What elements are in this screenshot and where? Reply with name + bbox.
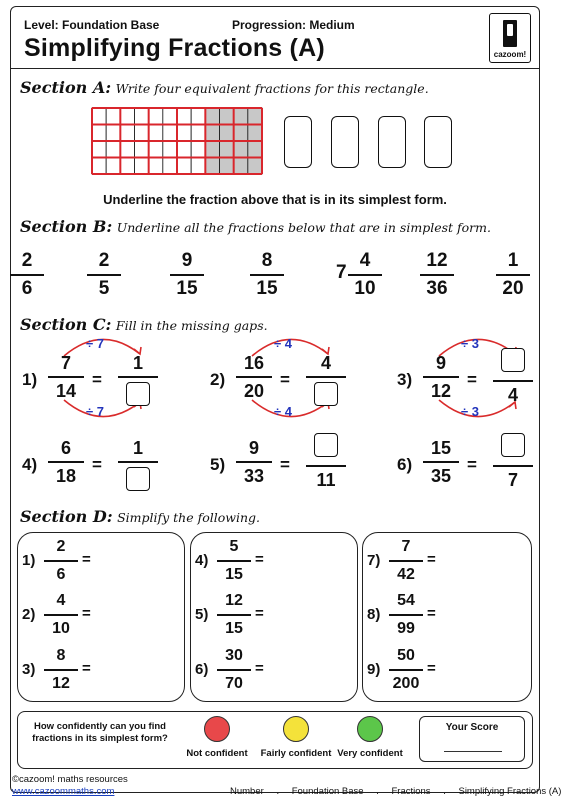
equals-sign: = — [82, 605, 91, 622]
problem-label: 3) — [397, 370, 413, 389]
target-fraction — [306, 437, 346, 491]
numerator: 6 — [60, 438, 71, 458]
missing-denominator-box[interactable] — [126, 382, 150, 406]
denominator: 15 — [256, 278, 278, 299]
numerator: 4 — [320, 353, 331, 373]
fraction-bar — [423, 376, 459, 378]
very-confident-dot[interactable] — [357, 716, 383, 742]
missing-numerator-box[interactable] — [501, 348, 525, 372]
fraction-bar — [389, 614, 423, 616]
numerator: 8 — [261, 250, 273, 271]
fraction-bar — [44, 614, 78, 616]
problem-fraction — [44, 590, 78, 640]
denominator: 6 — [56, 566, 66, 583]
equals-sign: = — [255, 660, 264, 677]
numerator: 4 — [359, 250, 371, 271]
fraction-bar — [236, 376, 272, 378]
equals-sign: = — [467, 455, 477, 474]
section-a-instruction: Write four equivalent fractions for this rectangle. — [115, 81, 429, 96]
missing-denominator-box[interactable] — [126, 467, 150, 491]
section-b-heading: Section B: — [20, 217, 113, 236]
denominator: 15 — [225, 566, 243, 583]
target-fraction — [306, 352, 346, 406]
equals-sign: = — [280, 455, 290, 474]
section-c-heading: Section C: — [20, 315, 112, 334]
problem-fraction — [217, 645, 251, 695]
given-fraction — [236, 437, 272, 487]
progression-label: Progression: Medium — [232, 18, 355, 32]
denominator: 42 — [397, 566, 415, 583]
fraction-bar — [423, 461, 459, 463]
not-confident-dot[interactable] — [204, 716, 230, 742]
fairly-confident-dot[interactable] — [283, 716, 309, 742]
denominator: 33 — [243, 466, 265, 486]
equals-sign: = — [467, 370, 477, 389]
numerator: 4 — [56, 592, 66, 609]
denominator — [118, 380, 158, 406]
footer-copyright: ©cazoom! maths resources — [12, 774, 128, 785]
page-title: Simplifying Fractions (A) — [24, 34, 325, 62]
problem-label: 6) — [397, 455, 413, 474]
problem-label: 9) — [367, 661, 381, 678]
breadcrumb-item-3: Fractions — [391, 786, 431, 797]
problem-label: 4) — [195, 552, 209, 569]
denominator: 36 — [426, 278, 448, 299]
numerator — [306, 437, 346, 463]
fraction-bar — [48, 376, 84, 378]
denominator: 4 — [507, 385, 518, 405]
section-d-header — [20, 507, 260, 527]
problem-fraction — [389, 536, 423, 586]
bottom-operation-label: ÷ 7 — [86, 404, 104, 419]
equals-sign: = — [92, 455, 102, 474]
breadcrumb-separator: . — [376, 786, 379, 797]
numerator: 54 — [397, 592, 415, 609]
breadcrumb-item-4: Simplifying Fractions (A) — [458, 786, 561, 797]
confidence-question: How confidently can you find fractions in its simplest form? — [32, 721, 168, 744]
score-line — [444, 751, 502, 752]
breadcrumb-item-2: Foundation Base — [291, 786, 364, 797]
target-fraction — [493, 437, 533, 491]
problem-label: 2) — [210, 370, 226, 389]
equals-sign: = — [280, 370, 290, 389]
missing-numerator-box[interactable] — [501, 433, 525, 457]
numerator: 8 — [56, 647, 66, 664]
numerator: 16 — [243, 353, 265, 373]
very-confident-label: Very confident — [337, 748, 403, 759]
numerator: 5 — [229, 538, 239, 555]
denominator: 15 — [225, 620, 243, 637]
equals-sign: = — [92, 370, 102, 389]
score-label: Your Score — [445, 722, 499, 733]
equals-sign: = — [255, 551, 264, 568]
fairly-confident-label: Fairly confident — [260, 748, 332, 759]
problem-fraction — [389, 590, 423, 640]
fraction-bar — [493, 465, 533, 467]
level-label: Level: Foundation Base — [24, 18, 160, 32]
section-d-instruction: Simplify the following. — [117, 510, 260, 525]
fraction-bar — [306, 465, 346, 467]
problem-label: 1) — [22, 370, 38, 389]
section-a-note: Underline the fraction above that is in its simplest form. — [103, 192, 447, 207]
denominator: 70 — [225, 675, 243, 692]
given-fraction — [423, 437, 459, 487]
numerator: 9 — [181, 250, 193, 271]
target-fraction — [493, 352, 533, 406]
denominator: 11 — [316, 470, 336, 490]
fraction-bar — [217, 614, 251, 616]
problem-label: 3) — [22, 661, 36, 678]
denominator — [118, 465, 158, 491]
section-d-panel-1 — [17, 532, 185, 702]
numerator: 12 — [225, 592, 243, 609]
problem-fraction — [217, 536, 251, 586]
fraction-bar — [493, 380, 533, 382]
given-fraction — [48, 352, 84, 402]
not-confident-label: Not confident — [186, 748, 248, 759]
problem-fraction — [389, 645, 423, 695]
equals-sign: = — [427, 551, 436, 568]
fraction-bar — [44, 669, 78, 671]
numerator: 15 — [430, 438, 452, 458]
bottom-operation-label: ÷ 4 — [274, 404, 292, 419]
denominator: 5 — [98, 278, 110, 299]
section-d-heading: Section D: — [20, 507, 113, 526]
section-c-instruction: Fill in the missing gaps. — [115, 318, 268, 333]
numerator: 1 — [132, 438, 143, 458]
denominator: 35 — [430, 466, 452, 486]
problem-label: 7) — [367, 552, 381, 569]
equals-sign: = — [427, 605, 436, 622]
footer-url[interactable]: www.cazoommaths.com — [12, 786, 115, 797]
equals-sign: = — [82, 551, 91, 568]
top-operation-label: ÷ 3 — [461, 336, 479, 351]
given-fraction — [423, 352, 459, 402]
footer-breadcrumb — [230, 786, 561, 797]
target-fraction — [118, 437, 158, 491]
target-fraction — [118, 352, 158, 406]
numerator: 1 — [507, 250, 519, 271]
numerator: 50 — [397, 647, 415, 664]
numerator: 12 — [426, 250, 448, 271]
missing-numerator-box[interactable] — [314, 433, 338, 457]
problem-label: 8) — [367, 606, 381, 623]
numerator: 2 — [21, 250, 33, 271]
denominator: 10 — [52, 620, 70, 637]
fraction-bar — [217, 669, 251, 671]
section-d-panel-2 — [190, 532, 358, 702]
denominator: 14 — [55, 381, 77, 401]
denominator: 20 — [243, 381, 265, 401]
problem-label: 4) — [22, 455, 38, 474]
problem-label: 1) — [22, 552, 36, 569]
fraction-bar — [44, 560, 78, 562]
denominator: 20 — [502, 278, 524, 299]
problem-label: 5) — [195, 606, 209, 623]
numerator: 9 — [435, 353, 446, 373]
denominator: 18 — [55, 466, 77, 486]
breadcrumb-item-1: Number — [230, 786, 264, 797]
problem-label: 6) — [195, 661, 209, 678]
section-b-instruction: Underline all the fractions below that are in simplest form. — [116, 220, 491, 235]
equals-sign: = — [82, 660, 91, 677]
breadcrumb-separator: . — [276, 786, 280, 797]
mixed-number-whole: 7 — [336, 262, 347, 283]
given-fraction — [48, 437, 84, 487]
denominator: 12 — [52, 675, 70, 692]
numerator: 9 — [248, 438, 259, 458]
denominator — [306, 380, 346, 406]
top-operation-label: ÷ 4 — [274, 336, 292, 351]
denominator: 15 — [176, 278, 198, 299]
denominator: 99 — [397, 620, 415, 637]
top-operation-label: ÷ 7 — [86, 336, 104, 351]
numerator: 2 — [56, 538, 66, 555]
fraction-bar — [389, 560, 423, 562]
fraction-bar — [236, 461, 272, 463]
logo-text: cazoom! — [493, 50, 527, 59]
missing-denominator-box[interactable] — [314, 382, 338, 406]
equals-sign: = — [427, 660, 436, 677]
fraction-bar — [389, 669, 423, 671]
denominator: 10 — [354, 278, 376, 299]
denominator: 200 — [392, 675, 420, 692]
problem-label: 5) — [210, 455, 226, 474]
section-d-panel-3 — [362, 532, 532, 702]
fraction-bar — [118, 376, 158, 378]
numerator: 7 — [401, 538, 411, 555]
numerator: 7 — [60, 353, 71, 373]
given-fraction — [236, 352, 272, 402]
numerator: 1 — [132, 353, 143, 373]
problem-label: 2) — [22, 606, 36, 623]
section-a-heading: Section A: — [20, 78, 112, 97]
bottom-operation-label: ÷ 3 — [461, 404, 479, 419]
numerator: 30 — [225, 647, 243, 664]
fraction-bar — [48, 461, 84, 463]
numerator: 2 — [98, 250, 110, 271]
problem-fraction — [44, 536, 78, 586]
numerator — [493, 352, 533, 378]
numerator — [493, 437, 533, 463]
denominator: 7 — [507, 470, 518, 490]
equals-sign: = — [255, 605, 264, 622]
denominator: 12 — [430, 381, 452, 401]
fraction-bar — [306, 376, 346, 378]
problem-fraction — [44, 645, 78, 695]
fraction-bar — [118, 461, 158, 463]
denominator: 6 — [21, 278, 33, 299]
problem-fraction — [217, 590, 251, 640]
breadcrumb-separator: . — [443, 786, 446, 797]
fraction-bar — [217, 560, 251, 562]
